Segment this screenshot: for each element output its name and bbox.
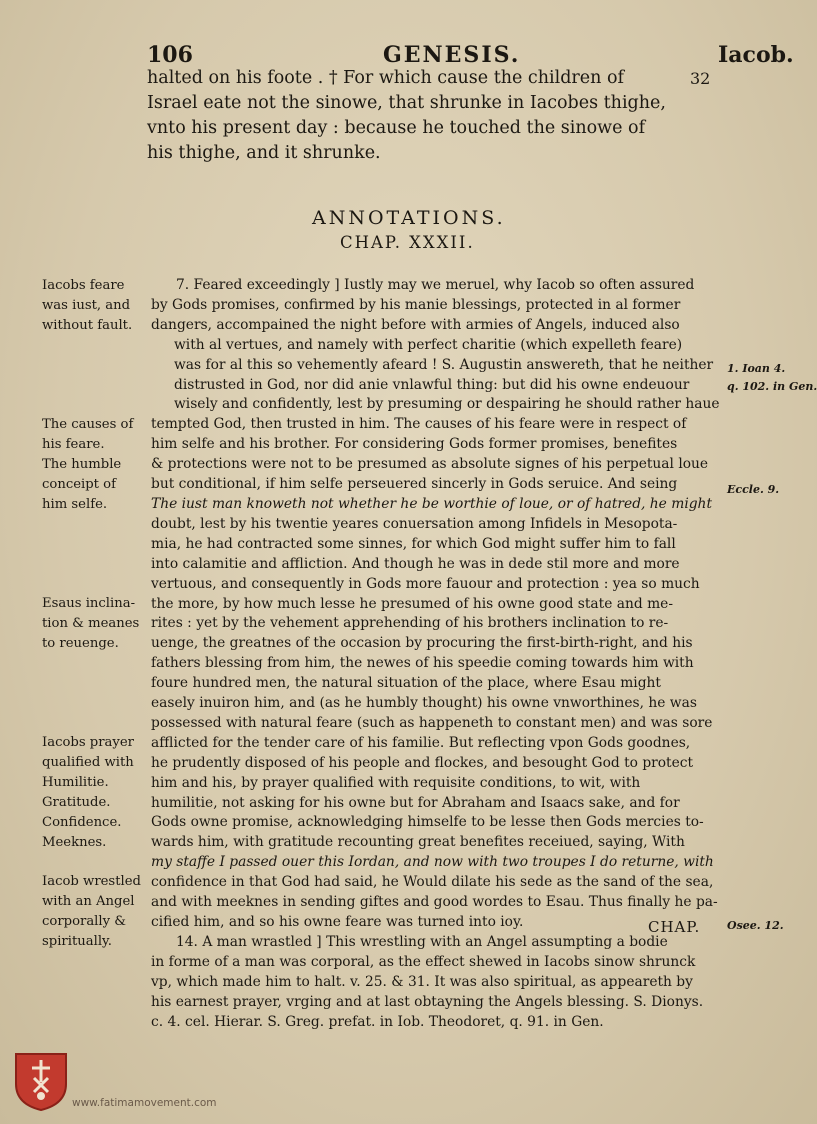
annotation-line: 14. A man wrastled ] This wrestling with an Angel assumpting a bodie: [176, 933, 668, 950]
annotation-body: [151, 276, 721, 1032]
margin-line: Confidence.: [42, 814, 122, 830]
margin-note-wrestled: [42, 872, 141, 952]
annotation-line: doubt, lest by his twentie yeares conuersation among Infidels in Mesopota-: [151, 515, 678, 532]
margin-line: Esaus inclina-: [42, 596, 136, 611]
website-link[interactable]: www.fatimamovement.com: [72, 1097, 217, 1109]
page-number: 106: [147, 42, 193, 68]
annotation-line: easely inuiron him, and (as he humbly thought) his owne vnworthines, he was: [151, 695, 697, 712]
margin-note-causes: [42, 415, 133, 515]
annotation-line: he prudently disposed of his people and flockes, and besought God to protect: [151, 754, 694, 771]
margin-line: Iacobs prayer: [42, 735, 134, 750]
margin-note-esau: [42, 594, 139, 654]
annotation-line: wisely and confidently, lest by presuming or despairing he should rather haue: [174, 396, 720, 413]
annotations-title: ANNOTATIONS.: [312, 207, 506, 229]
annotation-line: in forme of a man was corporal, as the effect shewed in Iacobs sinow shrunck: [151, 953, 696, 970]
annotation-line: humilitie, not asking for his owne but for Abraham and Isaacs sake, and for: [151, 794, 680, 811]
annotation-line: by Gods promises, confirmed by his manie blessings, protected in al former: [151, 296, 681, 313]
running-title: Iacob.: [718, 42, 794, 68]
annotation-line: vp, which made him to halt. v. 25. & 31. It was also spiritual, as appeareth by: [151, 973, 693, 990]
margin-line: without fault.: [42, 317, 133, 333]
margin-line: Meeknes.: [42, 834, 107, 850]
annotation-line: wards him, with gratitude recounting great benefites receiued, saying, With: [151, 834, 685, 851]
annotation-line: my staffe I passed ouer this Iordan, and now with two troupes I do returne, with: [151, 854, 714, 871]
annotation-line: his earnest prayer, vrging and at last obtayning the Angels blessing. S. Dionys.: [151, 993, 704, 1010]
margin-line: him selfe.: [42, 496, 108, 512]
verse-marker: 32: [690, 69, 711, 88]
margin-ref: Eccle. 9.: [727, 483, 780, 496]
chapter-heading: CHAP. XXXII.: [340, 233, 475, 252]
margin-note-iacobs-feare: [42, 276, 132, 336]
margin-line: spiritually.: [42, 933, 112, 949]
margin-line: tion & meanes: [42, 615, 140, 631]
annotation-line: Gods owne promise, acknowledging himselfe to be lesse then Gods mercies to-: [151, 814, 704, 831]
scripture-line: vnto his present day : because he touched the sinowe of: [147, 118, 646, 138]
annotation-line: uenge, the greatnes of the occasion by procuring the first-birth-right, and his: [151, 635, 693, 652]
margin-line: was iust, and: [42, 297, 131, 313]
margin-line: corporally &: [42, 913, 126, 929]
annotation-line: was for al this so vehemently afeard ! S. Augustin answereth, that he neither: [174, 356, 714, 373]
annotation-line: cified him, and so his owne feare was turned into ioy.: [151, 914, 524, 930]
annotation-line: mia, he had contracted some sinnes, for which God might suffer him to fall: [151, 535, 676, 552]
annotation-line: the more, by how much lesse he presumed of his owne good state and me-: [151, 595, 673, 612]
margin-line: The humble: [42, 456, 122, 472]
margin-ref: Osee. 12.: [727, 919, 784, 932]
margin-line: Humilitie.: [42, 774, 109, 790]
annotation-line: fathers blessing from him, the newes of his speedie coming towards him with: [151, 655, 694, 672]
scripture-line: Israel eate not the sinowe, that shrunke in Iacobes thighe,: [147, 93, 666, 113]
annotation-line: him and his, by prayer qualified with requisite conditions, to wit, with: [151, 774, 641, 791]
annotation-line: c. 4. cel. Hierar. S. Greg. prefat. in Iob. Theodoret, q. 91. in Gen.: [151, 1013, 604, 1030]
scripture-line: halted on his foote . † For which cause the children of: [147, 68, 624, 88]
annotation-line: distrusted in God, nor did anie vnlawful thing: but did his owne endeuour: [174, 376, 690, 393]
annotation-line: afflicted for the tender care of his familie. But reflecting vpon Gods goodnes,: [151, 734, 691, 751]
annotation-line: possessed with natural feare (such as happeneth to constant men) and was sore: [151, 714, 713, 731]
annotation-line: into calamitie and affliction. And though he was in dede stil more and more: [151, 555, 680, 572]
margin-ref: q. 102. in Gen.: [727, 380, 817, 393]
annotation-line: vertuous, and consequently in Gods more fauour and protection : yea so much: [151, 575, 700, 592]
shield-logo-icon: [14, 1052, 68, 1112]
scripture-line: his thighe, and it shrunke.: [147, 143, 381, 163]
annotation-line: and with meeknes in sending giftes and good wordes to Esau. Thus finally he pa-: [151, 894, 718, 911]
annotation-line: but conditional, if him selfe perseuered sincerly in Gods seruice. And seing: [151, 476, 678, 493]
margin-line: his feare.: [42, 436, 105, 452]
annotation-line: confidence in that God had said, he Would dilate his sede as the sand of the sea,: [151, 874, 714, 891]
annotation-line: rites : yet by the vehement apprehending of his brothers inclination to re-: [151, 615, 669, 632]
annotation-line: & protections were not to be presumed as absolute signes of his perpetual loue: [151, 456, 709, 473]
margin-line: conceipt of: [42, 476, 116, 492]
annotation-line: with al vertues, and namely with perfect charitie (which expelleth feare): [174, 336, 683, 353]
margin-line: qualified with: [42, 754, 134, 770]
annotation-line: tempted God, then trusted in him. The causes of his feare were in respect of: [151, 416, 687, 433]
margin-note-prayer: [42, 733, 134, 852]
margin-line: with an Angel: [42, 893, 135, 909]
annotation-line: The iust man knoweth not whether he be worthie of loue, or of hatred, he might: [151, 495, 712, 512]
margin-line: Iacob wrestled: [42, 874, 141, 889]
book-title: GENESIS.: [383, 42, 521, 68]
margin-line: to reuenge.: [42, 635, 119, 651]
annotation-line: 7. Feared exceedingly ] Iustly may we meruel, why Iacob so often assured: [176, 277, 695, 293]
annotation-line: him selfe and his brother. For considering Gods former promises, benefites: [151, 436, 678, 453]
margin-line: Gratitude.: [42, 794, 111, 810]
annotation-line: dangers, accompained the night before with armies of Angels, induced also: [151, 316, 680, 333]
margin-ref: 1. Ioan 4.: [727, 362, 786, 375]
margin-line: Iacobs feare: [42, 278, 125, 293]
annotation-line: foure hundred men, the natural situation of the place, where Esau might: [151, 675, 661, 692]
margin-line: The causes of: [42, 417, 134, 432]
next-chapter-catchword: CHAP.: [648, 918, 701, 936]
